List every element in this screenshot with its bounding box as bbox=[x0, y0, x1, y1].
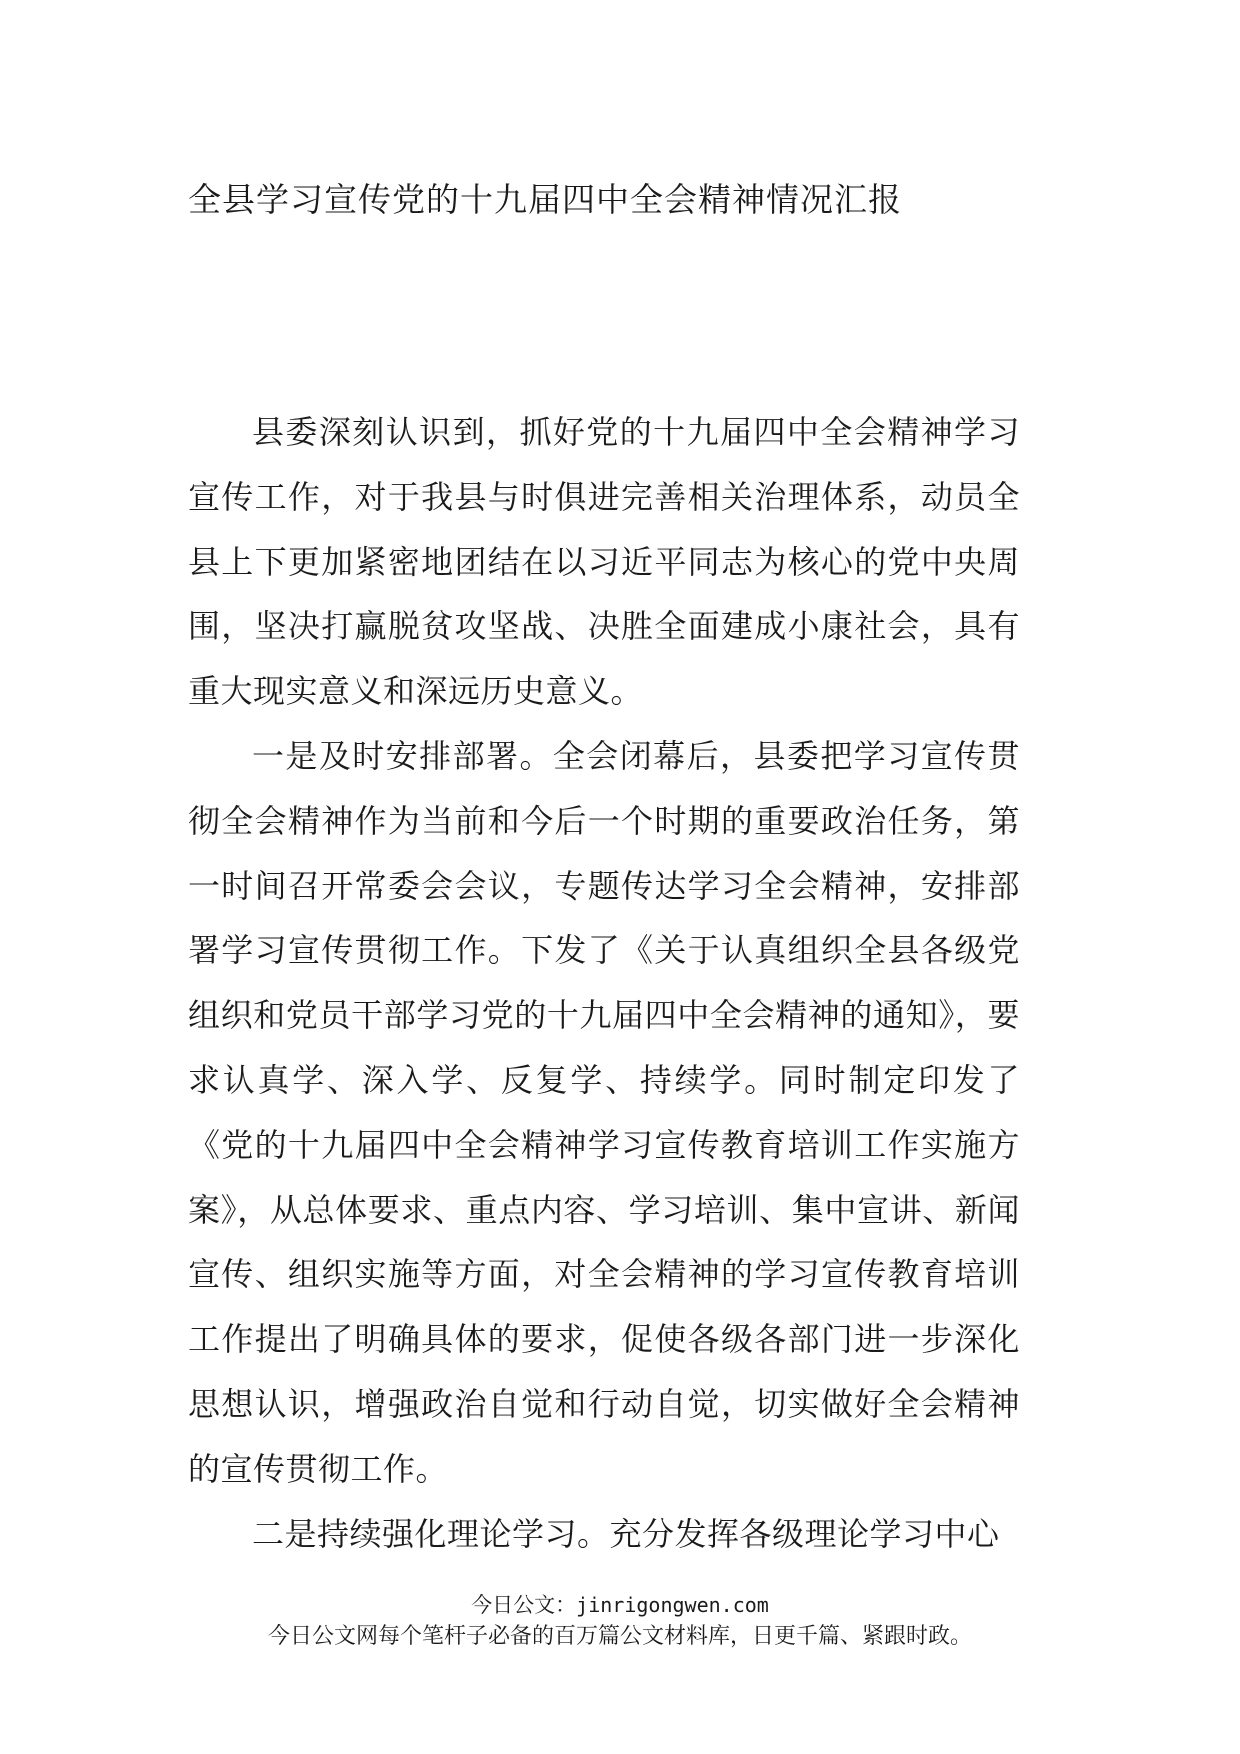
paragraph-theory-study: 二是持续强化理论学习。充分发挥各级理论学习中心 bbox=[252, 1514, 1000, 1553]
document-title: 全县学习宣传党的十九届四中全会精神情况汇报 bbox=[188, 180, 902, 219]
footer-slogan: 今日公文网每个笔杆子必备的百万篇公文材料库，日更千篇、紧跟时政。 bbox=[267, 1624, 972, 1649]
footer-site-label: 今日公文： bbox=[471, 1593, 577, 1617]
paragraph-arrangement: 一是及时安排部署。全会闭幕后，县委把学习宣传贯彻全会精神作为当前和今后一个时期的重要政治任务，第一时间召开常委会会议，专题传达学习全会精神，安排部署学习宣传贯彻工作。下发了《关于认真组织全县各级党组织和党员干部学习党的十九届四中全会精神的通知》，要求认真学、深入学、反复学、持续学。同时制定印发了《党的十九届四中全会精神学习宣传教育培训工作实施方案》，从总体要求、重点内容、学习培训、集中宣讲、新闻宣传、组织实施等方面，对全会精神的学习宣传教育培训工作提出了明确具体的要求，促使各级各部门进一步深化思想认识，增强政治自觉和行动自觉，切实做好全会精神的宣传贯彻工作。 bbox=[188, 736, 1020, 1488]
paragraph-intro: 县委深刻认识到，抓好党的十九届四中全会精神学习宣传工作，对于我县与时俱进完善相关治理体系，动员全县上下更加紧密地团结在以习近平同志为核心的党中央周围，坚决打赢脱贫攻坚战、决胜全面建成小康社会，具有重大现实意义和深远历史意义。 bbox=[188, 413, 1020, 711]
document-body bbox=[188, 400, 1020, 1566]
footer-site-url[interactable]: jinrigongwen.com bbox=[576, 1593, 769, 1617]
footer-site-line bbox=[0, 1590, 1240, 1620]
page-footer bbox=[0, 1590, 1240, 1654]
